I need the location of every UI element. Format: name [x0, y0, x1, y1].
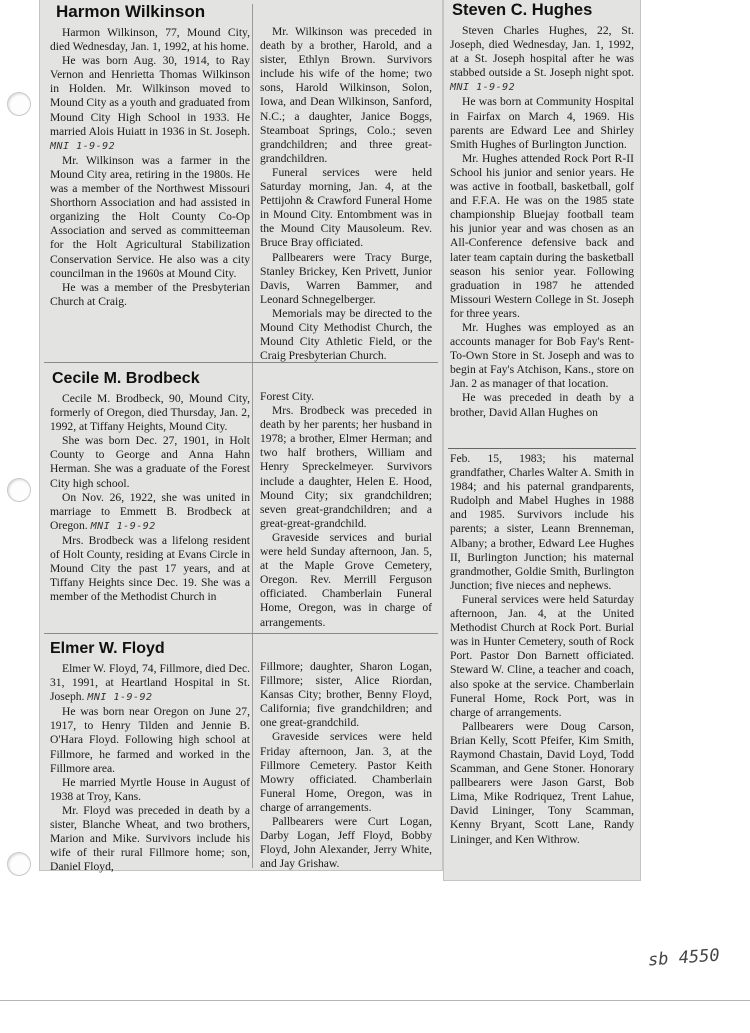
cecile-paragraph: Forest City.: [260, 390, 314, 403]
elmer-paragraph: Graveside services were held Friday afternoon, Jan. 3, at the Fillmore Cemetery. Pastor Keith Mowry officiated. Chamberlain Funeral Home, Oregon, was in charge of arrangements.: [260, 730, 432, 814]
obituary-harmon-wilkinson: [50, 0, 250, 309]
obituary-elmer-continued: [260, 660, 432, 871]
steven-paragraph: Steven Charles Hughes, 22, St. Joseph, died Wednesday, Jan. 1, 1992, at a St. Joseph hospital after he was stabbed outside a St. Joseph night spot. MNI 1-9-92: [450, 24, 634, 94]
binder-hole-bottom: [7, 852, 31, 876]
steven-paragraph: He was preceded in death by a brother, David Allan Hughes on: [450, 391, 634, 419]
steven-paragraph: Pallbearers were Doug Carson, Brian Kelly, Scott Pfeifer, Kim Smith, Raymond Chastain, David Loyd, Todd Scamman, and Gene Stoner. Honorary pallbearers were Jason Garst, Bob Lima, Mike Rodriquez, Trent Lahue, David Lininger, Tony Scamman, Kenny Bryant, Scott Lane, Randy Lininger, and Ken Withrow.: [450, 719, 634, 846]
cecile-paragraph: Mrs. Brodbeck was a lifelong resident of Holt County, residing at Evans Circle in Mound City the past 17 years, and at Tiffany Heights since Dec. 19. She was a member of the Methodist Church in: [50, 533, 250, 604]
obituary-harmon-continued: [260, 25, 432, 363]
harmon-paragraph: Pallbearers were Tracy Burge, Stanley Brickey, Ken Privett, Junior Davis, Warren Bammer, and Leonard Schnegelberger.: [260, 250, 432, 306]
elmer-paragraph: Fillmore; daughter, Sharon Logan, Fillmore; sister, Alice Riordan, Kansas City; brother, Benny Floyd, California; five grandchildren; and one great-grandchild.: [260, 660, 432, 730]
heading-elmer: Elmer W. Floyd: [50, 640, 165, 657]
binder-hole-middle: [7, 478, 31, 502]
steven-paragraph: Mr. Hughes was employed as an accounts manager for Bob Fay's Rent-To-Own Store in St. Joseph and was to begin at Fay's Atchison, Kans., store on Jan. 2 as manager of that location.: [450, 320, 634, 391]
handwritten-note: MNI 1-9-92: [50, 140, 116, 152]
handwritten-note: MNI 1-9-92: [87, 692, 153, 704]
obituary-steven-hughes: [450, 0, 634, 420]
obituary-cecile-continued: [260, 390, 432, 630]
elmer-paragraph: Mr. Floyd was preceded in death by a sister, Blanche Wheat, and two brothers, Marion and Mike. Survivors include his wife of their rural Fillmore home; son, Daniel Floyd,: [50, 803, 250, 874]
catalog-number: sb 4550: [647, 945, 721, 971]
steven-paragraph: Mr. Hughes attended Rock Port R-II School his junior and senior years. He was active in football, basketball, golf and F.F.A. He was on the 1985 state championship Bluejay football team his junior year and was chosen as an All-Conference defensive back and later team captain during the basketball season his senior year. Following graduation in 1987 he attended Missouri Western College in St. Joseph for three years.: [450, 151, 634, 320]
handwritten-note: MNI 1-9-92: [450, 82, 516, 94]
cecile-paragraph: On Nov. 26, 1922, she was united in marriage to Emmett B. Brodbeck at Oregon. MNI 1-9-92: [50, 490, 250, 532]
steven-paragraph: He was born at Community Hospital in Fairfax on March 4, 1969. His parents are Edward Lee and Shirley Smith Hughes of Burlington Junction.: [450, 95, 634, 151]
cecile-paragraph: Cecile M. Brodbeck, 90, Mound City, formerly of Oregon, died Thursday, Jan. 2, 1992, at Tiffany Heights, Mound City.: [50, 392, 250, 434]
harmon-paragraph: Funeral services were held Saturday morning, Jan. 4, at the Pettijohn & Crawford Funeral Home in Mound City. Entombment was in the Mound City Mausoleum. Rev. Bruce Bray officiated.: [260, 165, 432, 250]
heading-steven: Steven C. Hughes: [452, 1, 593, 19]
scan-edge: [0, 1000, 750, 1001]
binder-hole-top: [7, 92, 31, 116]
steven-paragraph: Feb. 15, 1983; his maternal grandfather, Charles Walter A. Smith in 1984; and his paternal grandparents, Rudolph and Mabel Hughes in 1988 and 1985. Survivors include his parents; a sister, Leann Brenneman, Albany; a brother, Edward Lee Hughes II, Burlington Junction; his maternal grandmother, Goldie Smith, Burlington Junction; five nieces and nephews.: [450, 452, 634, 592]
elmer-paragraph: He was born near Oregon on June 27, 1917, to Henry Tilden and Jennie B. O'Hara Floyd. Following high school at Fillmore, he farmed and worked in the Fillmore area.: [50, 705, 250, 775]
cecile-paragraph: She was born Dec. 27, 1901, in Holt County to George and Anna Hahn Herman. She was a graduate of the Forest City high school.: [50, 434, 250, 490]
obituary-elmer-floyd: [50, 638, 250, 874]
elmer-paragraph: Elmer W. Floyd, 74, Fillmore, died Dec. 31, 1991, at Heartland Hospital in St. Joseph. MNI 1-9-92: [50, 662, 250, 704]
harmon-paragraph: He was a member of the Presbyterian Church at Craig.: [50, 280, 250, 308]
harmon-paragraph: Harmon Wilkinson, 77, Mound City, died Wednesday, Jan. 1, 1992, at his home.: [50, 26, 250, 54]
elmer-paragraph: He married Myrtle House in August of 1938 at Troy, Kans.: [50, 775, 250, 803]
harmon-paragraph: He was born Aug. 30, 1914, to Ray Vernon and Henrietta Thomas Wilkinson in Holden. Mr. Wilkinson moved to Mound City as a youth and graduated from Mound City High School in 1933. He married Alois Huiatt in 1936 in St. Joseph. MNI 1-9-92: [50, 54, 250, 152]
cecile-paragraph: Mrs. Brodbeck was preceded in death by her parents; her husband in 1978; a brother, Elmer Herman; and two half brothers, William and Henry Spreckelmeyer. Survivors include a daughter, Helen E. Hood, Mound City; six grandchildren; seven great-grandchildren; and a great-great-grandchild.: [260, 404, 432, 530]
harmon-paragraph: Memorials may be directed to the Mound City Methodist Church, the Mound City Athletic Field, or the Craig Presbyterian Church.: [260, 306, 432, 363]
steven-paragraph: Funeral services were held Saturday afternoon, Jan. 4, at the United Methodist Church at Rock Port. Burial was in Hunter Cemetery, south of Rock Port. Pastor Don Barnett officiated. Steward W. Cline, a teacher and coach, also spoke at the service. Chamberlain Funeral Home, Rock Port, was in charge of arrangements.: [450, 592, 634, 719]
heading-cecile: Cecile M. Brodbeck: [52, 370, 200, 387]
cecile-paragraph: Graveside services and burial were held Sunday afternoon, Jan. 5, at the Maple Grove Cemetery, Oregon. Rev. Merrill Ferguson officiated. Chamberlain Funeral Home, Oregon, was in charge of arrangements.: [260, 530, 432, 629]
handwritten-note: MNI 1-9-92: [90, 520, 156, 532]
obituary-steven-continued: [450, 452, 634, 847]
obituary-cecile-brodbeck: [50, 368, 250, 604]
harmon-paragraph: Mr. Wilkinson was preceded in death by a brother, Harold, and a sister, Ethlyn Brown. Survivors include his wife of the home; two sons, Harold Wilkinson, Solon, Iowa, and Dean Wilkinson, Sanford, N.C.; a daughter, Janice Boggs, Steamboat Springs, Colo.; seven grandchildren; and three great-grandchildren.: [260, 25, 432, 165]
elmer-paragraph: Pallbearers were Curt Logan, Darby Logan, Jeff Floyd, Bobby Floyd, John Alexander, Jerry White, and Jay Grishaw.: [260, 815, 432, 871]
heading-harmon: Harmon Wilkinson: [56, 2, 206, 21]
harmon-paragraph: Mr. Wilkinson was a farmer in the Mound City area, retiring in the 1980s. He was a member of the Northwest Missouri Shorthorn Association and had assisted in organizing the Holt County Co-Op Association and served as committeeman for the Holt Agricultural Stabilization Conservation Service. He also was a city councilman in the 1960s at Mound City.: [50, 153, 250, 280]
